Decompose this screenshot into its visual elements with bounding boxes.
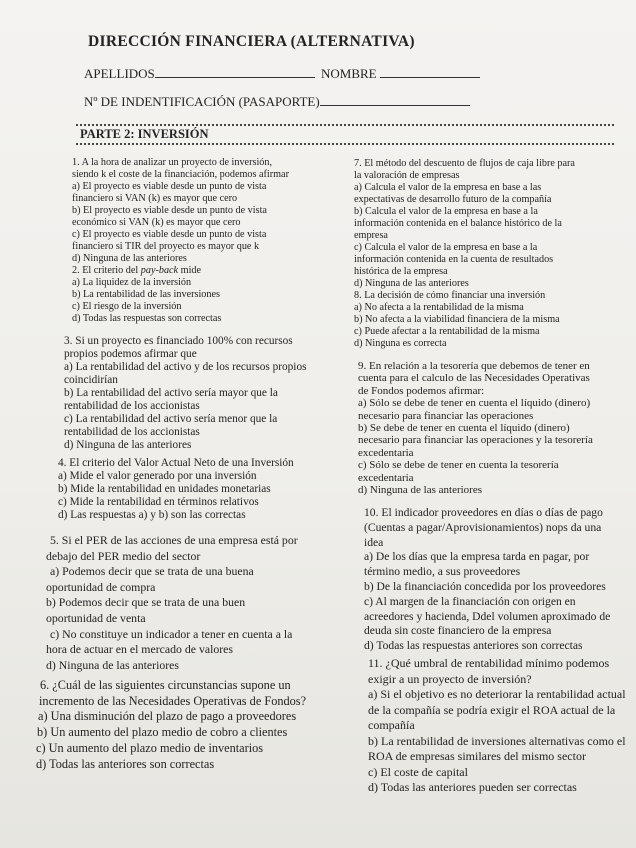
question-5-option-d: d) Ninguna de las anteriores [46, 657, 179, 672]
question-2-stem [72, 265, 221, 277]
question-2-option-c: c) El riesgo de la inversión [72, 301, 182, 312]
question-11-stem-line: exigir a un proyecto de inversión? [368, 671, 532, 686]
question-10-option-b: b) De la financiación concedida por los proveedores [364, 579, 606, 593]
part-title: PARTE 2: INVERSIÓN [80, 127, 209, 141]
question-6 [36, 678, 306, 772]
question-5-option-c-cont: hora de actuar en el mercado de valores [46, 642, 234, 657]
question-10-option-a-cont: término medio, a sus proveedores [364, 565, 521, 579]
question-10-option-c: c) Al margen de la financiación con origen en [364, 594, 576, 608]
question-6-stem-line: incremento de las Necesidades Operativas de Fondos? [39, 693, 307, 708]
question-8-option-c: c) Puede afectar a la rentabilidad de la misma [354, 326, 540, 337]
question-11-option-b: b) La rentabilidad de inversiones alternativas como el [368, 733, 626, 748]
question-2-option-d: d) Todas las respuestas son correctas [72, 313, 222, 324]
question-8 [354, 290, 560, 350]
apellidos-field [84, 66, 315, 82]
question-1-option-c: c) El proyecto es viable desde un punto de vista [72, 229, 267, 240]
question-3-option-c: c) La rentabilidad del activo sería menor que la [64, 413, 278, 425]
question-5-option-c: c) No constituye un indicador a tener en cuenta a la [50, 626, 293, 641]
question-8-option-d: d) Ninguna es correcta [354, 338, 447, 349]
question-7-option-c-cont2: histórica de la empresa [354, 266, 448, 277]
id-field [84, 94, 470, 110]
question-5-option-a: a) Podemos decir que se trata de una buena [50, 564, 254, 579]
nombre-blank[interactable] [380, 66, 480, 78]
question-6-option-b: b) Un aumento del plazo medio de cobro a clientes [37, 725, 288, 740]
question-7-option-b: b) Calcula el valor de la empresa en base a la [354, 206, 538, 217]
question-10-stem-line: (Cuentas a pagar/Aprovisionamientos) nops da una [364, 520, 602, 534]
question-4-option-d: d) Las respuestas a) y b) son las correctas [58, 509, 246, 521]
question-9 [358, 360, 593, 496]
divider-bottom [76, 143, 614, 145]
question-7-option-c-cont: información contenida en la cuenta de resultados [354, 254, 554, 265]
question-7 [354, 158, 575, 290]
question-11-option-c: c) El coste de capital [368, 764, 468, 779]
question-6-option-d: d) Todas las anteriores son correctas [36, 756, 215, 771]
apellidos-label: APELLIDOS [84, 66, 155, 81]
question-3-option-d: d) Ninguna de las anteriores [64, 439, 192, 451]
question-3-option-c-cont: rentabilidad de los accionistas [64, 426, 200, 438]
question-2-option-b: b) La rentabilidad de las inversiones [72, 289, 220, 300]
question-11-option-b-cont: ROA de empresas similares del mismo sector [368, 749, 586, 763]
question-7-option-a: a) Calcula el valor de la empresa en base a las [354, 182, 542, 193]
question-9-option-b-cont2: excedentaria [358, 446, 414, 459]
question-1-option-c-cont: financiero si TIR del proyecto es mayor que k [72, 241, 260, 252]
question-7-option-c: c) Calcula el valor de la empresa en base a la [354, 242, 538, 253]
question-9-option-d: d) Ninguna de las anteriores [358, 484, 483, 497]
question-2-stem-prefix: 2. El criterio del [72, 265, 141, 276]
apellidos-blank[interactable] [155, 66, 315, 78]
question-1-stem-line: 1. A la hora de analizar un proyecto de inversión, [72, 157, 273, 168]
question-5 [46, 533, 298, 673]
question-7-option-a-cont: expectativas de desarrollo futuro de la compañía [354, 194, 552, 205]
question-3-option-a-cont: coincidirían [64, 374, 118, 386]
nombre-label: NOMBRE [321, 66, 377, 81]
question-5-option-b-cont: oportunidad de venta [46, 610, 146, 625]
question-10-stem-line: idea [364, 535, 384, 549]
question-11-option-a-cont: de la compañía se podría exigir el ROA actual de la [368, 702, 616, 717]
question-4-option-b: b) Mide la rentabilidad en unidades monetarias [58, 483, 271, 495]
question-8-option-a: a) No afecta a la rentabilidad de la misma [354, 302, 524, 313]
question-3-stem-line: propios podemos afirmar que [64, 348, 197, 360]
question-4-option-c: c) Mide la rentabilidad en términos relativos [58, 496, 259, 508]
question-4-option-a: a) Mide el valor generado por una inversión [58, 470, 257, 482]
question-2 [72, 265, 221, 325]
question-1-option-b-cont: económico si VAN (k) es mayor que cero [72, 217, 241, 228]
question-9-option-a: a) Sólo se debe de tener en cuenta el líquido (dinero) [358, 397, 591, 410]
question-11 [368, 656, 626, 796]
question-9-stem-line: 9. En relación a la tesorería que debemos de tener en [358, 360, 590, 372]
question-9-option-c: c) Sólo se debe de tener en cuenta la tesorería [358, 459, 559, 472]
question-11-option-d: d) Todas las anteriores pueden ser correctas [368, 780, 577, 794]
question-11-option-a-cont2: compañía [368, 718, 415, 732]
question-7-option-b-cont2: empresa [354, 230, 388, 241]
question-1 [72, 157, 289, 265]
question-9-option-c-cont: excedentaria [358, 471, 414, 484]
question-3-option-b: b) La rentabilidad del activo sería mayor que la [64, 387, 278, 399]
question-2-stem-term: pay-back [140, 265, 179, 276]
id-blank[interactable] [320, 94, 470, 106]
question-3-stem-line: 3. Si un proyecto es financiado 100% con recursos [64, 335, 293, 347]
question-11-stem-line: 11. ¿Qué umbral de rentabilidad mínimo podemos [368, 656, 610, 670]
question-2-option-a: a) La liquidez de la inversión [72, 277, 192, 288]
question-10 [364, 506, 610, 654]
question-6-option-a: a) Una disminución del plazo de pago a proveedores [38, 709, 297, 724]
question-1-option-a-cont: financiero si VAN (k) es mayor que cero [72, 193, 238, 204]
question-10-option-d: d) Todas las respuestas anteriores son correctas [364, 639, 583, 653]
question-4 [58, 457, 294, 522]
question-7-stem-line: 7. El método del descuento de flujos de caja libre para [354, 158, 575, 169]
question-10-option-c-cont2: deuda sin coste financiero de la empresa [364, 624, 552, 638]
question-9-stem-line: de Fondos podemos afirmar: [358, 384, 485, 397]
question-9-option-a-cont: necesario para financiar las operaciones [358, 409, 534, 422]
question-7-option-b-cont: información contenida en el balance histórico de la [354, 218, 562, 229]
question-9-option-b: b) Se debe de tener en cuenta el líquido (dinero) [358, 422, 570, 435]
question-9-option-b-cont: necesario para financiar las operaciones y la tesorería [358, 434, 593, 447]
question-4-stem: 4. El criterio del Valor Actual Neto de una Inversión [58, 457, 294, 469]
question-6-stem-line: 6. ¿Cuál de las siguientes circunstancias supone un [40, 678, 291, 692]
question-8-stem: 8. La decisión de cómo financiar una inversión [354, 290, 546, 301]
question-5-option-b: b) Podemos decir que se trata de una buen [46, 595, 246, 610]
question-11-option-a: a) Si el objetivo es no deteriorar la rentabilidad actual [368, 687, 626, 701]
question-5-stem-line: debajo del PER medio del sector [46, 548, 201, 563]
question-1-option-b: b) El proyecto es viable desde un punto de vista [72, 205, 267, 216]
question-10-option-c-cont: acreedores y hacienda, Ddel volumen aproximado de [364, 609, 611, 623]
question-1-stem-line: siendo k el coste de la financiación, podemos afirmar [72, 169, 289, 180]
question-10-option-a: a) De los días que la empresa tarda en pagar, por [364, 550, 590, 564]
divider-top [76, 124, 614, 126]
question-3-option-b-cont: rentabilidad de los accionistas [64, 400, 200, 412]
question-7-stem-line: la valoración de empresas [354, 170, 460, 181]
question-6-option-c: c) Un aumento del plazo medio de inventarios [36, 740, 264, 755]
question-1-option-d: d) Ninguna de las anteriores [72, 253, 187, 264]
nombre-field [321, 66, 480, 82]
question-9-stem-line: cuenta para el calculo de las Necesidades Operativas [358, 372, 590, 385]
question-5-option-a-cont: oportunidad de compra [46, 579, 156, 594]
exam-title: DIRECCIÓN FINANCIERA (ALTERNATIVA) [88, 33, 415, 50]
question-3-option-a: a) La rentabilidad del activo y de los recursos propios [64, 361, 307, 373]
question-10-stem-line: 10. El indicador proveedores en días o días de pago [364, 506, 603, 519]
question-3 [64, 335, 307, 452]
question-1-option-a: a) El proyecto es viable desde un punto de vista [72, 181, 267, 192]
id-label: Nº DE INDENTIFICACIÓN (PASAPORTE) [84, 94, 320, 109]
question-8-option-b: b) No afecta a la viabilidad financiera de la misma [354, 314, 560, 325]
question-5-stem-line: 5. Si el PER de las acciones de una empresa está por [50, 533, 298, 547]
question-2-stem-suffix: mide [178, 265, 202, 276]
question-7-option-d: d) Ninguna de las anteriores [354, 278, 469, 289]
